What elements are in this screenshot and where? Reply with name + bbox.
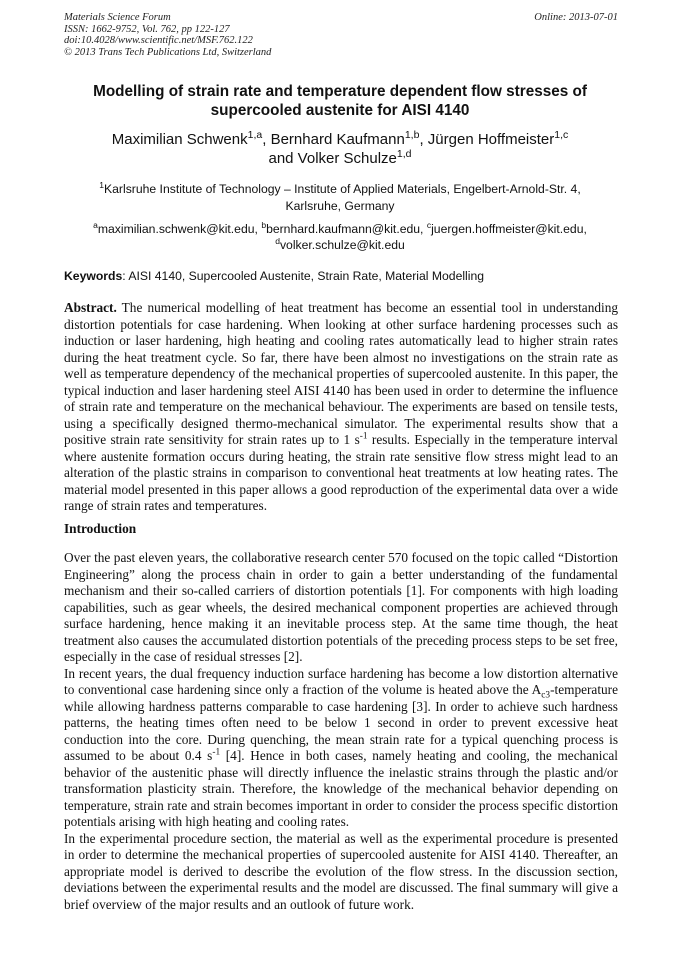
email-link[interactable]: maximilian.schwenk@kit.edu, xyxy=(97,222,258,236)
abstract-sup: -1 xyxy=(359,431,368,442)
abstract-text: The numerical modelling of heat treatment has become an essential tool in understanding distortion potentials for case hardening. When looking at other surface hardening processes such as induction or laser hardening, high heating and cooling rates automatically lead to higher strain rates during the heat treatment cycle. So far, there have been almost no investigations on the strain rate as well as temperature dependency of the mechanical properties of supercooled austenite. In this paper, the typical induction and laser hardening steel AISI 4140 has been used in order to determine the influence of strain rate and temperature on the mechanical behaviour. The experiments are based on tensile tests, using a specifically designed thermo-mechanical simulator. The experimental results show that a positive strain rate sensitivity for strain rates up to 1 s xyxy=(64,300,618,447)
affiliation-text: Karlsruhe Institute of Technology – Institute of Applied Materials, Engelbert-Arnold-Str. 4, Karlsruhe, Germany xyxy=(104,182,581,213)
author-name: Bernhard Kaufmann xyxy=(270,131,405,148)
keywords xyxy=(64,268,618,284)
keywords-label: Keywords xyxy=(64,269,123,283)
author-emails xyxy=(70,219,610,253)
email-link[interactable]: volker.schulze@kit.edu xyxy=(279,237,405,252)
affiliation-sup: 1 xyxy=(99,179,105,190)
abstract-label: Abstract. xyxy=(64,300,117,315)
issn: ISSN: 1662-9752, Vol. 762, pp 122-127 xyxy=(64,23,230,35)
journal-header xyxy=(64,12,618,58)
abstract xyxy=(64,300,618,515)
author-name: Maximilian Schwenk xyxy=(111,131,248,148)
email-link[interactable]: juergen.hoffmeister@kit.edu, xyxy=(431,222,587,236)
paragraph-text: [4]. Hence in both cases, namely heating and cooling, the mechanical behavior of the austenitic phase will directly influence the inelastic strains through the plastic and/or transformation plasticity strain. Therefore, the knowledge of the mechanical behavior depending on temperature, strain rate and strain becomes important in order to consider the process specific distortion potentials arising with high heating and cooling rates. xyxy=(64,748,618,829)
paragraph xyxy=(64,666,618,831)
paragraph: In the experimental procedure section, the material as well as the experimental procedure is presented in order to determine the mechanical properties of supercooled austenite for AISI 4140. Thereafter, an appropriate model is derived to describe the evolution of the flow stress. In the discussion section, deviations between the experimental results and the model are discussed. The final summary will give a brief overview of the major results and an outlook of future work. xyxy=(64,830,618,912)
introduction xyxy=(64,550,618,913)
author-list: Maximilian Schwenk$^{1,a}$, Bernhard Kaufmann$^{1,b}$, Jürgen Hoffmeister$^{1,c}$ and Volker Schulze$^{1,d}$ xyxy=(111,129,569,167)
keywords-text: : AISI 4140, Supercooled Austenite, Strain Rate, Material Modelling xyxy=(122,269,485,283)
author-name: Jürgen Hoffmeister xyxy=(427,131,555,148)
copyright: © 2013 Trans Tech Publications Ltd, Switzerland xyxy=(64,46,272,58)
author-affil-sup: 1,a xyxy=(247,129,263,141)
email-sup: b xyxy=(261,219,267,230)
email-sup: a xyxy=(93,219,98,230)
email-link[interactable]: bernhard.kaufmann@kit.edu, xyxy=(266,222,424,236)
paragraph-text: In recent years, the dual frequency induction surface hardening has become a low distortion alternative to conventional case hardening since only a fraction of the volume is heated above the A xyxy=(64,665,618,697)
paper-title: Modelling of strain rate and temperature dependent flow stresses of supercooled austenite for AISI 4140 xyxy=(93,83,587,119)
paragraph-sub: c3 xyxy=(541,690,551,701)
email-sup: c xyxy=(426,219,432,230)
paragraph: Over the past eleven years, the collaborative research center 570 focused on the topic called “Distortion Engineering” along the process chain in order to gain a better understanding of the fundamental mechanism and their so-called carriers of distortion potentials [1]. For components with high loading capabilities, such as gear wheels, the desired mechanical component properties are achieved through surface hardening, hence making it an inevitable process step. At the same time though, the heat treatment also causes the accumulated distortion potentials of the preceding process steps to be set free, especially in the case of residual stresses [2]. xyxy=(64,550,618,664)
abstract-text: results. Especially in the temperature interval where austenite formation occurs during heating, the strain rate sensitive flow stress might lead to an alteration of the plastic strains in comparison to conventional heat treatments at low heating rates. The material model presented in this paper allows a good reproduction of the experimental data over a wide range of strain rates and temperatures. xyxy=(64,432,618,513)
email-sup: d xyxy=(275,235,280,246)
doi: doi:10.4028/www.scientific.net/MSF.762.122 xyxy=(64,35,253,46)
author-affil-sup: 1,d xyxy=(396,148,412,160)
journal-name: Materials Science Forum xyxy=(64,12,171,23)
paragraph-text: -temperature while allowing hardness patterns comparable to case hardening [3]. In order to achieve such hardness patterns, the heating times often need to be below 1 second in order to prevent excessive heat conduction into the core. During quenching, the mean strain rate for a typical quenching process is assumed to be about 0.4 s xyxy=(64,682,618,763)
author-affil-sup: 1,b xyxy=(404,129,420,141)
online-date: Online: 2013-07-01 xyxy=(534,12,618,23)
affiliation xyxy=(70,181,610,215)
paragraph-sup: -1 xyxy=(212,747,221,758)
author-affil-sup: 1,c xyxy=(554,129,569,141)
section-heading: Introduction xyxy=(64,521,137,536)
author-name: and Volker Schulze xyxy=(268,150,397,167)
